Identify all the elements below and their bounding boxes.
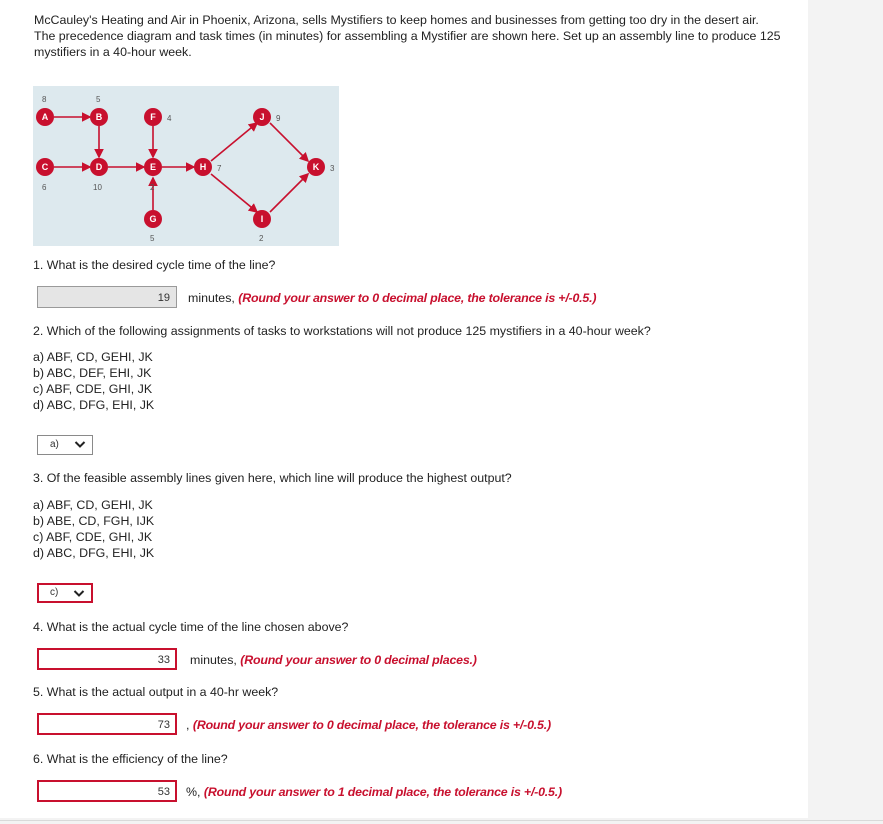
node-label-h: H	[199, 162, 207, 172]
task-time-g: 5	[150, 234, 155, 243]
node-label-j: J	[259, 112, 265, 122]
task-time-d: 10	[93, 183, 102, 192]
question-4-text: 4. What is the actual cycle time of the line chosen above?	[33, 620, 349, 634]
q2-option-c: c) ABF, CDE, GHI, JK	[33, 382, 153, 396]
q3-option-c: c) ABF, CDE, GHI, JK	[33, 530, 153, 544]
chevron-down-icon	[73, 589, 85, 598]
question-6-text: 6. What is the efficiency of the line?	[33, 752, 228, 766]
node-label-b: B	[95, 112, 103, 122]
q1-answer-input[interactable]: 19	[37, 286, 177, 308]
task-time-h: 7	[217, 164, 222, 173]
edge-h-j	[211, 123, 257, 161]
q6-answer-input[interactable]: 53	[37, 780, 177, 802]
panel-bottom-border	[0, 820, 883, 821]
node-label-a: A	[41, 112, 49, 122]
edge-i-k	[270, 174, 308, 212]
question-3-text: 3. Of the feasible assembly lines given here, which line will produce the highest output?	[33, 471, 512, 485]
question-5-text: 5. What is the actual output in a 40-hr week?	[33, 685, 279, 699]
task-time-i: 2	[259, 234, 264, 243]
q2-answer-select[interactable]	[37, 435, 93, 455]
question-1-text: 1. What is the desired cycle time of the line?	[33, 258, 276, 272]
q5-hint: (Round your answer to 0 decimal place, the tolerance is +/-0.5.)	[192, 718, 551, 732]
node-label-f: F	[150, 112, 156, 122]
q2-option-a: a) ABF, CD, GEHI, JK	[33, 350, 153, 364]
q1-hint: (Round your answer to 0 decimal place, the tolerance is +/-0.5.)	[238, 291, 597, 305]
q1-instruction	[188, 291, 596, 305]
q6-unit: %,	[186, 785, 204, 799]
chevron-down-icon	[74, 440, 86, 449]
task-time-k: 3	[330, 164, 335, 173]
q4-hint: (Round your answer to 0 decimal places.)	[240, 653, 477, 667]
edge-h-i	[211, 174, 257, 212]
node-label-k: K	[312, 162, 320, 172]
node-label-g: G	[149, 214, 157, 224]
task-time-j: 9	[276, 114, 281, 123]
node-label-i: I	[260, 214, 264, 224]
q3-option-b: b) ABE, CD, FGH, IJK	[33, 514, 155, 528]
precedence-diagram-svg	[33, 86, 339, 246]
precedence-diagram	[33, 86, 339, 246]
q3-option-a: a) ABF, CD, GEHI, JK	[33, 498, 153, 512]
q3-selected-value: c)	[50, 587, 59, 598]
task-time-e: 2	[150, 183, 155, 192]
q5-answer-input[interactable]: 73	[37, 713, 177, 735]
node-label-d: D	[95, 162, 103, 172]
q2-options	[33, 349, 154, 413]
q2-selected-value: a)	[50, 439, 59, 450]
question-2-text: 2. Which of the following assignments of tasks to workstations will not produce 125 mystifiers in a 40-hour week?	[33, 324, 651, 338]
q4-instruction	[190, 653, 477, 667]
q2-option-d: d) ABC, DFG, EHI, JK	[33, 398, 155, 412]
q6-hint: (Round your answer to 1 decimal place, the tolerance is +/-0.5.)	[203, 785, 562, 799]
q3-options	[33, 497, 154, 561]
task-time-a: 8	[42, 95, 47, 104]
task-time-c: 6	[42, 183, 47, 192]
q6-instruction	[186, 785, 562, 799]
q4-unit: minutes,	[190, 653, 241, 667]
task-time-f: 4	[167, 114, 172, 123]
node-label-e: E	[149, 162, 157, 172]
q5-unit: ,	[186, 718, 193, 732]
task-time-b: 5	[96, 95, 101, 104]
q2-option-b: b) ABC, DEF, EHI, JK	[33, 366, 152, 380]
edge-j-k	[270, 123, 308, 161]
node-label-c: C	[41, 162, 49, 172]
problem-statement: McCauley's Heating and Air in Phoenix, Arizona, sells Mystifiers to keep homes and businesses from getting too dry in the desert air. The precedence diagram and task times (in minutes) for assembling a Mystifier are shown here. Set up an assembly line to produce 125 mystifiers in a 40-hour week.	[34, 13, 781, 59]
q5-instruction	[186, 718, 551, 732]
q1-unit: minutes,	[188, 291, 239, 305]
q3-answer-select[interactable]	[37, 583, 93, 603]
q3-option-d: d) ABC, DFG, EHI, JK	[33, 546, 155, 560]
q4-answer-input[interactable]: 33	[37, 648, 177, 670]
